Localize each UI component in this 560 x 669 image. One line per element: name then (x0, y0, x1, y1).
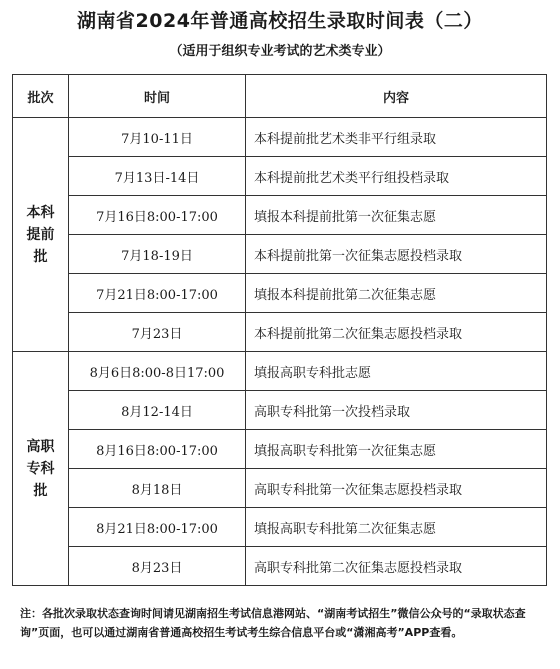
time-cell: 8月18日 (69, 469, 246, 508)
table-row (13, 508, 547, 547)
page-subtitle: （适用于组织专业考试的艺术类专业） (169, 44, 391, 59)
content-cell: 本科提前批艺术类非平行组录取 (246, 118, 547, 157)
content-cell: 填报高职专科批志愿 (246, 352, 547, 391)
table-row (13, 391, 547, 430)
content-cell: 本科提前批第一次征集志愿投档录取 (246, 235, 547, 274)
content-cell: 高职专科批第二次征集志愿投档录取 (246, 547, 547, 586)
table-row (13, 196, 547, 235)
batch-label-line: 本科 (26, 204, 55, 221)
content-cell: 填报本科提前批第一次征集志愿 (246, 196, 547, 235)
batch-label-line: 高职 (26, 438, 55, 455)
time-cell: 7月18-19日 (69, 235, 246, 274)
content-cell: 填报本科提前批第二次征集志愿 (246, 274, 547, 313)
time-cell: 7月23日 (69, 313, 246, 352)
header-content: 内容 (246, 75, 547, 118)
table-row (13, 352, 547, 391)
time-cell: 7月13日-14日 (69, 157, 246, 196)
time-cell: 8月23日 (69, 547, 246, 586)
admission-schedule-table (12, 74, 547, 586)
table-row (13, 157, 547, 196)
batch-label-line: 提前 (26, 226, 55, 243)
time-cell: 8月12-14日 (69, 391, 246, 430)
batch-label-line: 批 (33, 482, 48, 499)
table-row (13, 313, 547, 352)
table-row (13, 235, 547, 274)
content-cell: 填报高职专科批第二次征集志愿 (246, 508, 547, 547)
table-row (13, 469, 547, 508)
content-cell: 本科提前批第二次征集志愿投档录取 (246, 313, 547, 352)
content-cell: 高职专科批第一次投档录取 (246, 391, 547, 430)
footnote: 注：各批次录取状态查询时间请见湖南招生考试信息港网站、“湖南考试招生”微信公众号的“录取状态查询”页面，也可以通过湖南省普通高校招生考试考生综合信息平台或“潇湘高考”APP查看。 (20, 607, 526, 639)
time-cell: 7月10-11日 (69, 118, 246, 157)
time-cell: 8月16日8:00-17:00 (69, 430, 246, 469)
content-cell: 本科提前批艺术类平行组投档录取 (246, 157, 547, 196)
content-cell: 填报高职专科批第一次征集志愿 (246, 430, 547, 469)
header-batch: 批次 (13, 75, 69, 118)
time-cell: 8月21日8:00-17:00 (69, 508, 246, 547)
table-row (13, 274, 547, 313)
time-cell: 8月6日8:00-8日17:00 (69, 352, 246, 391)
batch-cell-vocational (13, 352, 69, 586)
content-cell: 高职专科批第一次征集志愿投档录取 (246, 469, 547, 508)
table-row (13, 547, 547, 586)
time-cell: 7月21日8:00-17:00 (69, 274, 246, 313)
table-header-row (13, 75, 547, 118)
table-row (13, 430, 547, 469)
batch-label-line: 专科 (26, 460, 55, 477)
table-row (13, 118, 547, 157)
batch-label-line: 批 (33, 248, 48, 265)
batch-cell-undergraduate (13, 118, 69, 352)
time-cell: 7月16日8:00-17:00 (69, 196, 246, 235)
header-time: 时间 (69, 75, 246, 118)
page-title: 湖南省2024年普通高校招生录取时间表（二） (77, 10, 483, 32)
